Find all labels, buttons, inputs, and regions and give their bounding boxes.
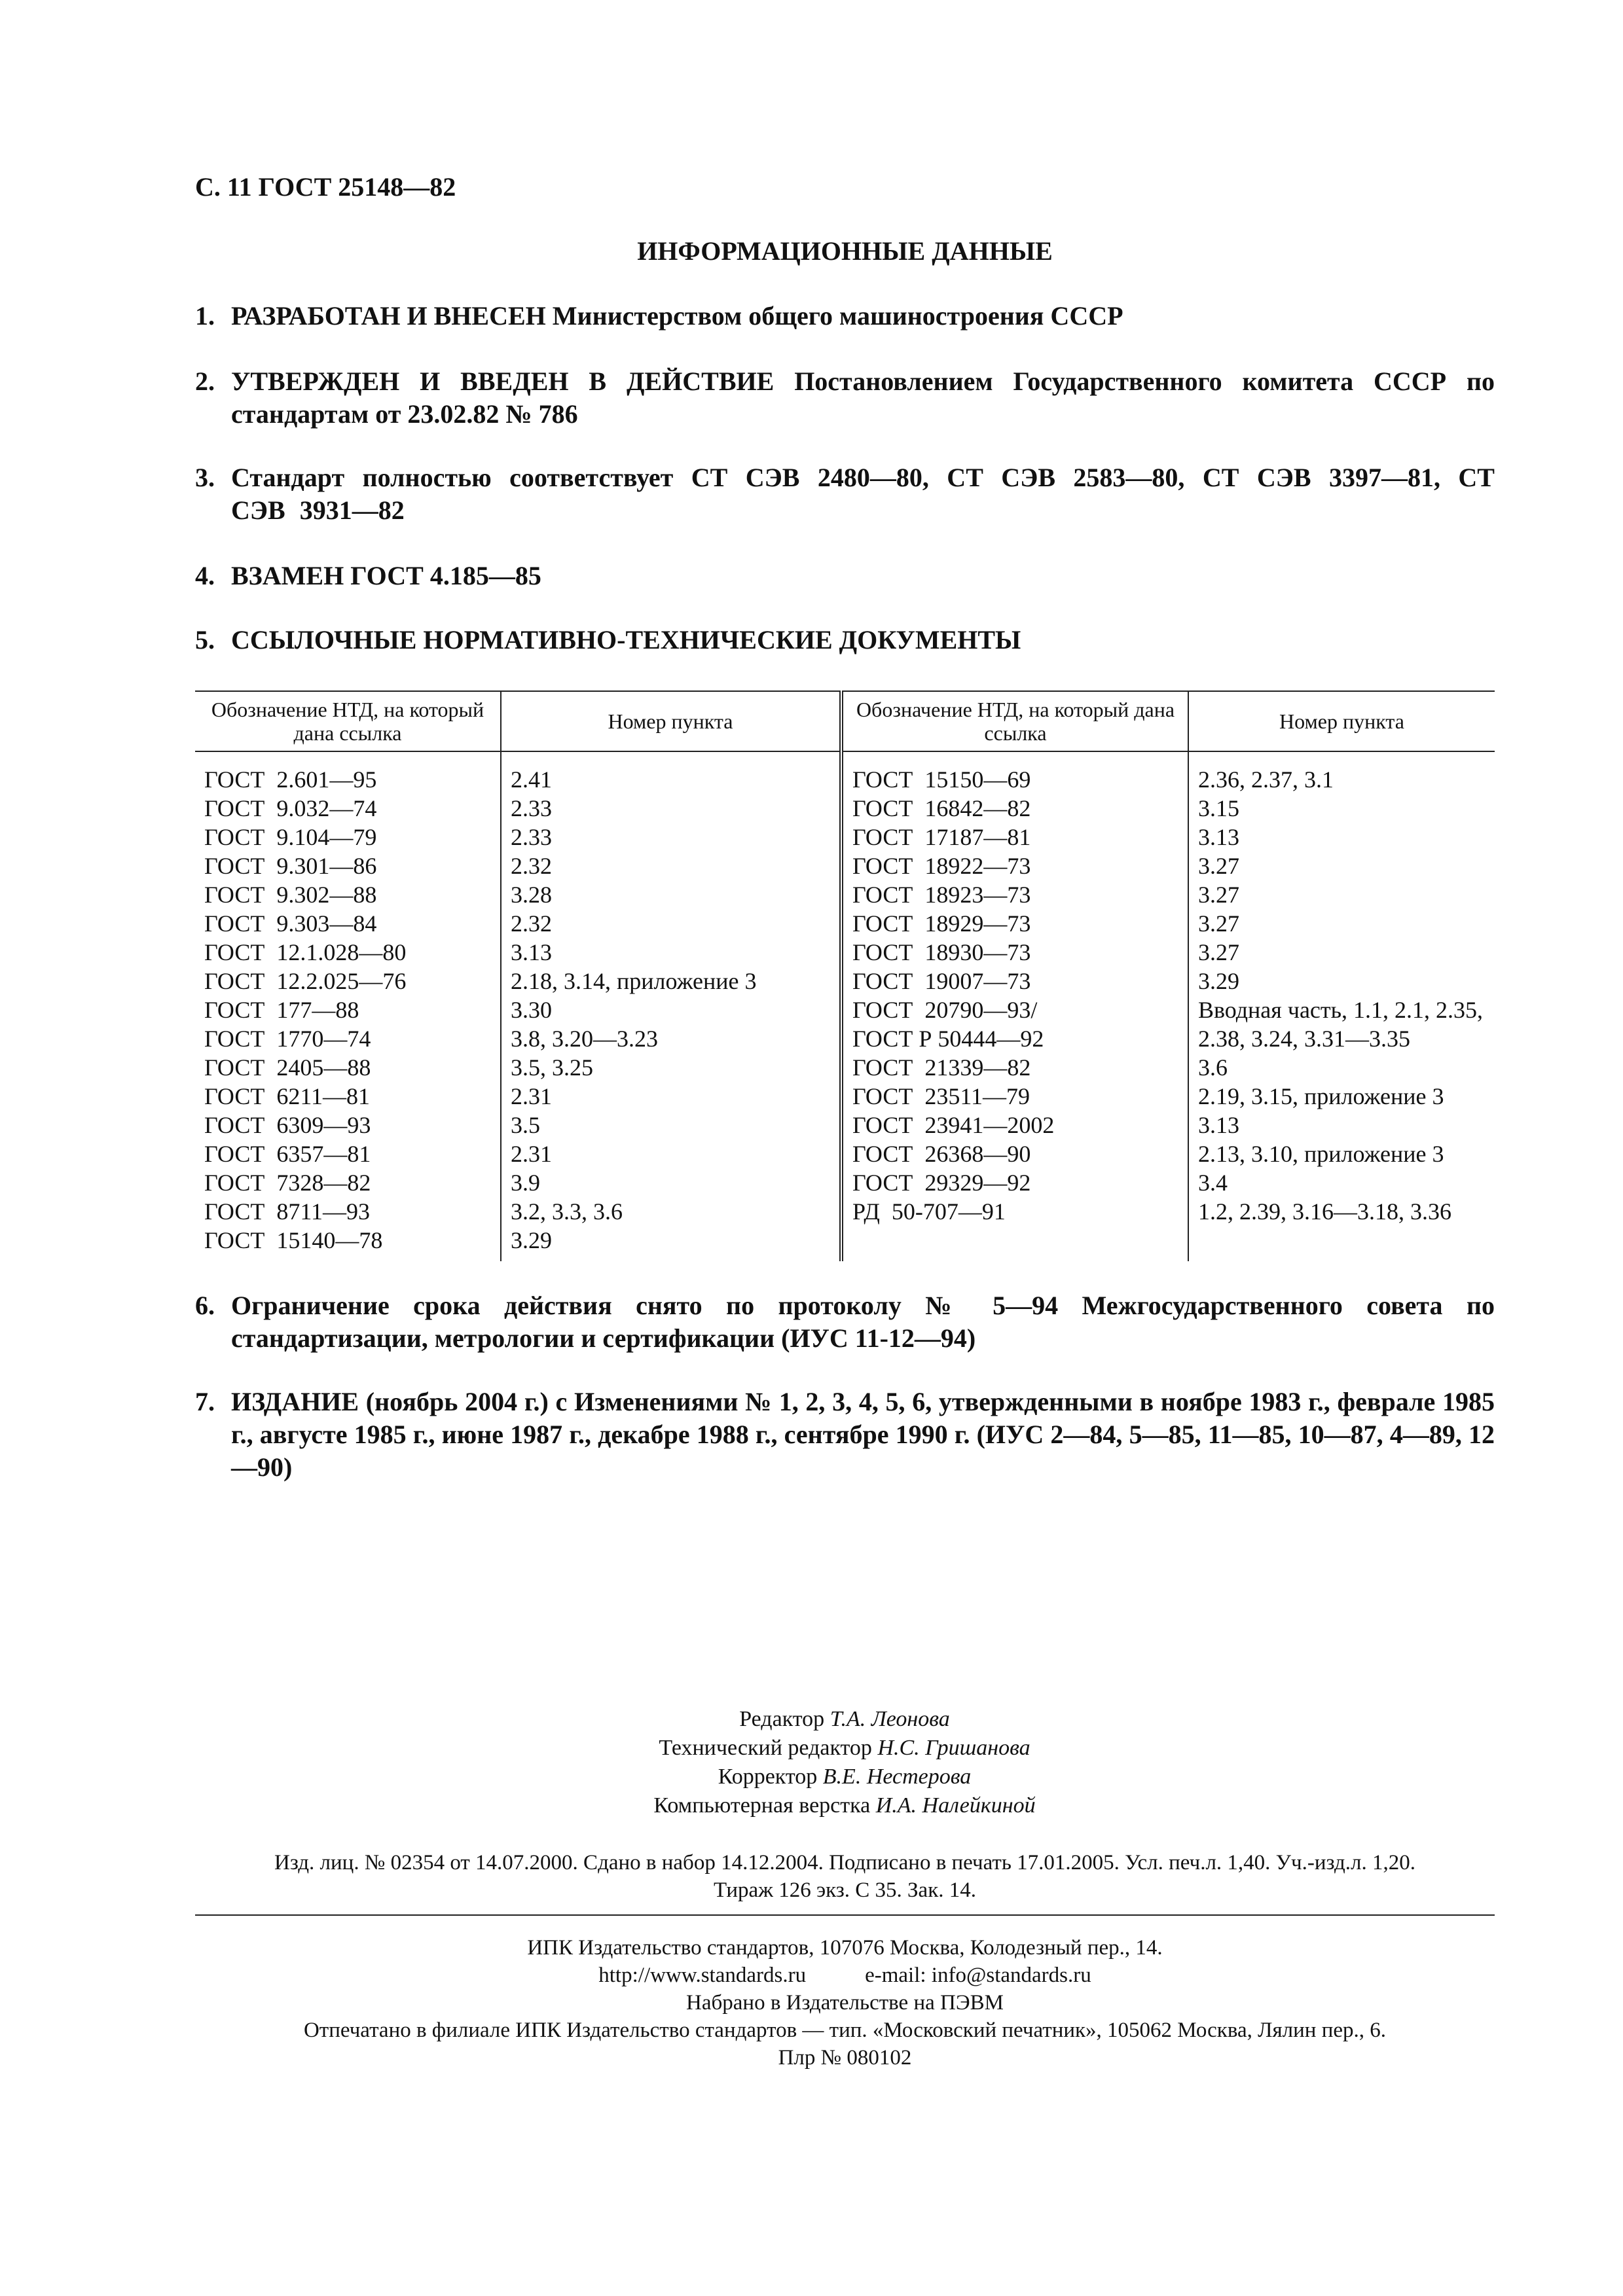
info-item-6 bbox=[195, 1289, 1495, 1355]
right-point-list: 2.36, 2.37, 3.1 3.15 3.13 3.27 3.27 3.27 3.27 3.29 Вводная часть, 1.1, 2.1, 2.35, 2.38, 3.24, 3.31—3.35 3.6 2.19, 3.15, приложение 3 3.13 2.13, 3.10, приложение 3 3.4 1.2, 2.39, 3.16—3.18, 3.36 bbox=[1188, 751, 1495, 1261]
col-header-point: Номер пункта bbox=[1188, 691, 1495, 751]
credit-role: Корректор bbox=[718, 1765, 818, 1789]
page-header: С. 11 ГОСТ 25148—82 bbox=[195, 172, 456, 202]
info-item-5 bbox=[195, 624, 1495, 656]
item-text: (ноябрь 2004 г.) с Изменениями № 1, 2, 3, 4, 5, 6, утвержденными в ноябре 1983 г., феврале 1985 г., августе 1985 г., июне 1987 г., декабре 1988 г., сентябре 1990 г. (ИУС 2—84, 5—85, 11—85, 10—87, 4—89, 12—90) bbox=[231, 1387, 1495, 1482]
reference-documents-table bbox=[195, 691, 1495, 1261]
publisher-email: e-mail: info@standards.ru bbox=[865, 1964, 1091, 1987]
table-header-row bbox=[195, 691, 1495, 751]
publisher-contacts bbox=[195, 1962, 1495, 1989]
credit-role: Компьютерная верстка bbox=[653, 1793, 871, 1818]
credit-editor bbox=[556, 1705, 1133, 1734]
item-lead: ССЫЛОЧНЫЕ НОРМАТИВНО-ТЕХНИЧЕСКИЕ ДОКУМЕНТЫ bbox=[231, 625, 1021, 655]
credits-block bbox=[556, 1705, 1133, 1820]
item-lead: УТВЕРЖДЕН И ВВЕДЕН В ДЕЙСТВИЕ bbox=[231, 367, 775, 396]
info-item-7 bbox=[195, 1386, 1495, 1484]
typeset-note: Набрано в Издательстве на ПЭВМ bbox=[686, 1991, 1004, 2015]
table-row bbox=[195, 751, 1495, 1261]
info-item-3 bbox=[195, 461, 1495, 527]
credit-role: Редактор bbox=[739, 1707, 825, 1731]
imprint-line: Изд. лиц. № 02354 от 14.07.2000. Сдано в набор 14.12.2004. Подписано в печать 17.01.2005. Усл. печ.л. 1,40. Уч.-изд.л. 1,20. bbox=[274, 1851, 1415, 1874]
item-text: Ограничение срока действия снято по протоколу № 5—94 Межгосударственного совета по стандартизации, метрологии и сертификации (ИУС 11-12—94) bbox=[231, 1291, 1495, 1353]
publisher-website: http://www.standards.ru bbox=[598, 1964, 807, 1987]
credit-name: Н.С. Гришанова bbox=[877, 1736, 1030, 1760]
item-number: 7. bbox=[195, 1387, 215, 1416]
col-header-doc: Обозначение НТД, на который дана ссылка bbox=[195, 691, 501, 751]
credit-tech-editor bbox=[556, 1734, 1133, 1763]
item-text: Стандарт полностью соответствует СТ СЭВ 2480—80, СТ СЭВ 2583—80, СТ СЭВ 3397—81, СТ СЭВ 3931—82 bbox=[231, 463, 1495, 525]
item-lead: РАЗРАБОТАН И ВНЕСЕН bbox=[231, 301, 546, 331]
credit-layout bbox=[556, 1791, 1133, 1820]
imprint-line: Тираж 126 экз. С 35. Зак. 14. bbox=[714, 1878, 976, 1902]
right-doc-list: ГОСТ 15150—69 ГОСТ 16842—82 ГОСТ 17187—81 ГОСТ 18922—73 ГОСТ 18923—73 ГОСТ 18929—73 ГОСТ 18930—73 ГОСТ 19007—73 ГОСТ 20790—93/ ГОСТ Р 50444—92 ГОСТ 21339—82 ГОСТ 23511—79 ГОСТ 23941—2002 ГОСТ 26368—90 ГОСТ 29329—92 РД 50-707—91 bbox=[841, 751, 1188, 1261]
credit-proofreader bbox=[556, 1763, 1133, 1791]
item-text: Министерством общего машиностроения СССР bbox=[545, 301, 1123, 331]
info-item-4 bbox=[195, 560, 1495, 592]
item-lead: ВЗАМЕН ГОСТ 4.185—85 bbox=[231, 561, 541, 590]
left-doc-list: ГОСТ 2.601—95 ГОСТ 9.032—74 ГОСТ 9.104—79 ГОСТ 9.301—86 ГОСТ 9.302—88 ГОСТ 9.303—84 ГОСТ 12.1.028—80 ГОСТ 12.2.025—76 ГОСТ 177—88 ГОСТ 1770—74 ГОСТ 2405—88 ГОСТ 6211—81 ГОСТ 6309—93 ГОСТ 6357—81 ГОСТ 7328—82 ГОСТ 8711—93 ГОСТ 15140—78 bbox=[204, 766, 407, 1253]
info-item-1 bbox=[195, 300, 1495, 332]
printed-note: Отпечатано в филиале ИПК Издательство стандартов — тип. «Московский печатник», 105062 Москва, Лялин пер., 6. bbox=[303, 2018, 1387, 2042]
publisher-address: ИПК Издательство стандартов, 107076 Москва, Колодезный пер., 14. bbox=[527, 1936, 1163, 1960]
credit-role: Технический редактор bbox=[659, 1736, 872, 1760]
divider bbox=[195, 1914, 1495, 1916]
left-point-list: 2.41 2.33 2.33 2.32 3.28 2.32 3.13 2.18, 3.14, приложение 3 3.30 3.8, 3.20—3.23 3.5, 3.25 2.31 3.5 2.31 3.9 3.2, 3.3, 3.6 3.29 bbox=[501, 751, 841, 1261]
item-number: 5. bbox=[195, 625, 215, 655]
credit-name: Т.А. Леонова bbox=[830, 1707, 950, 1731]
publisher-block bbox=[195, 1934, 1495, 2072]
item-number: 6. bbox=[195, 1291, 215, 1320]
credit-name: В.Е. Нестерова bbox=[822, 1765, 972, 1789]
item-number: 4. bbox=[195, 561, 215, 590]
item-number: 2. bbox=[195, 367, 215, 396]
col-header-doc: Обозначение НТД, на который дана ссылка bbox=[841, 691, 1188, 751]
credit-name: И.А. Налейкиной bbox=[875, 1793, 1036, 1818]
page-title: ИНФОРМАЦИОННЫЕ ДАННЫЕ bbox=[637, 236, 1053, 266]
item-lead: ИЗДАНИЕ bbox=[231, 1387, 359, 1416]
info-item-2 bbox=[195, 365, 1495, 431]
col-header-point: Номер пункта bbox=[501, 691, 841, 751]
item-number: 3. bbox=[195, 463, 215, 492]
plr-number: Плр № 080102 bbox=[778, 2046, 912, 2070]
item-number: 1. bbox=[195, 301, 215, 331]
imprint-block bbox=[195, 1849, 1495, 1904]
item-text: Постановлением Государственного комитета СССР по стандартам от 23.02.82 № 786 bbox=[231, 367, 1495, 429]
